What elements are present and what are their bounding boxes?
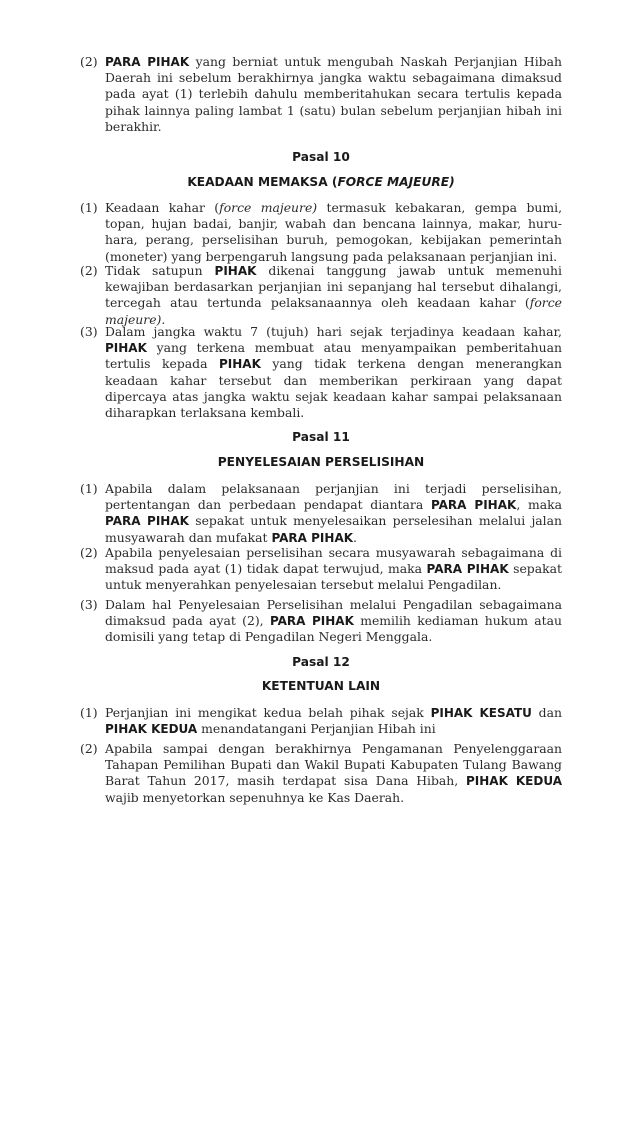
clause-text: Apabila penyelesaian perselisihan secara musyawarah sebagaimana di maksud pada ayat (1) tidak dapat terwujud, maka PARA PIHAK sepakat untuk menyerahkan penyelesaian tersebut melalui Pengadilan. <box>105 545 562 593</box>
clause-10-1 <box>80 200 562 265</box>
clause-number: (3) <box>80 597 98 612</box>
article-title: KETENTUAN LAIN <box>261 679 381 693</box>
article-title: KEADAAN MEMAKSA (FORCE MAJEURE) <box>187 175 455 189</box>
clause-number: (3) <box>80 324 98 339</box>
party-term: PARA PIHAK <box>426 562 509 577</box>
clause-number: (1) <box>80 481 98 496</box>
party-term: PIHAK <box>214 264 257 278</box>
clause-text: Apabila dalam pelaksanaan perjanjian ini terjadi perselisihan, pertentangan dan perbedaan pendapat diantara PARA PIHAK, maka PARA PIHAK sepakat untuk menyelesaikan perselesihan melalui jalan musyawarah dan mufakat PARA PIHAK. <box>105 481 562 545</box>
clause-10-3 <box>80 324 562 421</box>
party-term: PARA PIHAK <box>271 530 354 545</box>
article-number: Pasal 11 <box>292 430 350 444</box>
clause-prev-2 <box>80 54 562 135</box>
article-title: PENYELESAIAN PERSELISIHAN <box>217 455 425 469</box>
clause-number: (2) <box>80 741 98 756</box>
party-term: PIHAK KESATU <box>430 706 532 720</box>
clause-number: (1) <box>80 200 98 215</box>
party-term: PIHAK <box>105 341 147 356</box>
clause-11-1 <box>80 481 562 546</box>
party-term: PARA PIHAK <box>105 55 190 69</box>
clause-11-3 <box>80 597 562 646</box>
clause-number: (2) <box>80 54 98 69</box>
party-term: PIHAK <box>218 357 261 372</box>
clause-text: Apabila sampai dengan berakhirnya Pengamanan Penyelenggaraan Tahapan Pemilihan Bupati dan Wakil Bupati Kabupaten Tulang Bawang Barat Tahun 2017, masih terdapat sisa Dana Hibah, PIHAK KEDUA wajib menyetorkan sepenuhnya ke Kas Daerah. <box>105 741 563 805</box>
party-term: PARA PIHAK <box>430 498 517 513</box>
clause-12-1 <box>80 705 562 737</box>
clause-12-2 <box>80 741 562 806</box>
clause-text: Dalam hal Penyelesaian Perselisihan melalui Pengadilan sebagaimana dimaksud pada ayat (2), PARA PIHAK memilih kediaman hukum atau domisili yang tetap di Pengadilan Negeri Menggala. <box>105 597 562 645</box>
clause-number: (2) <box>80 263 98 278</box>
clause-number: (2) <box>80 545 98 560</box>
article-number: Pasal 10 <box>292 150 350 164</box>
party-term: PARA PIHAK <box>105 514 189 529</box>
clause-text: PARA PIHAK yang berniat untuk mengubah Naskah Perjanjian Hibah Daerah ini sebelum berakhirnya jangka waktu sebagaimana dimaksud pada ayat (1) terlebih dahulu memberitahukan secara tertulis kepada pihak lainnya paling lambat 1 (satu) bulan sebelum perjanjian hibah ini berakhir. <box>105 54 562 134</box>
clause-11-2 <box>80 545 562 594</box>
clause-text: Keadaan kahar (force majeure) termasuk kebakaran, gempa bumi, topan, hujan badai, banjir, wabah dan bencana lainnya, makar, huru-hara, perang, perselisihan buruh, pemogokan, kebijakan pemerintah (moneter) yang berpengaruh langsung pada pelaksanaan perjanjian ini. <box>105 200 563 264</box>
article-number: Pasal 12 <box>292 655 350 669</box>
clause-10-2 <box>80 263 562 328</box>
party-term: PIHAK KEDUA <box>105 722 198 737</box>
clause-number: (1) <box>80 705 98 720</box>
party-term: PARA PIHAK <box>269 614 354 629</box>
clause-text: Dalam jangka waktu 7 (tujuh) hari sejak terjadinya keadaan kahar, PIHAK yang terkena membuat atau menyampaikan pemberitahuan tertulis kepada PIHAK yang tidak terkena dengan menerangkan keadaan kahar tersebut dan memberikan perkiraan yang dapat dipercaya atas jangka waktu sejak keadaan kahar sampai pelaksanaan diharapkan terlaksana kembali. <box>105 324 562 421</box>
clause-text: Tidak satupun PIHAK dikenai tanggung jawab untuk memenuhi kewajiban berdasarkan perjanjian ini sepanjang hal tersebut dihalangi, tercegah atau tertunda pelaksanaannya oleh keadaan kahar (force majeure). <box>105 263 562 327</box>
clause-text: Perjanjian ini mengikat kedua belah pihak sejak PIHAK KESATU dan PIHAK KEDUA menandatangani Perjanjian Hibah ini <box>105 705 562 737</box>
party-term: PIHAK KEDUA <box>466 774 563 789</box>
